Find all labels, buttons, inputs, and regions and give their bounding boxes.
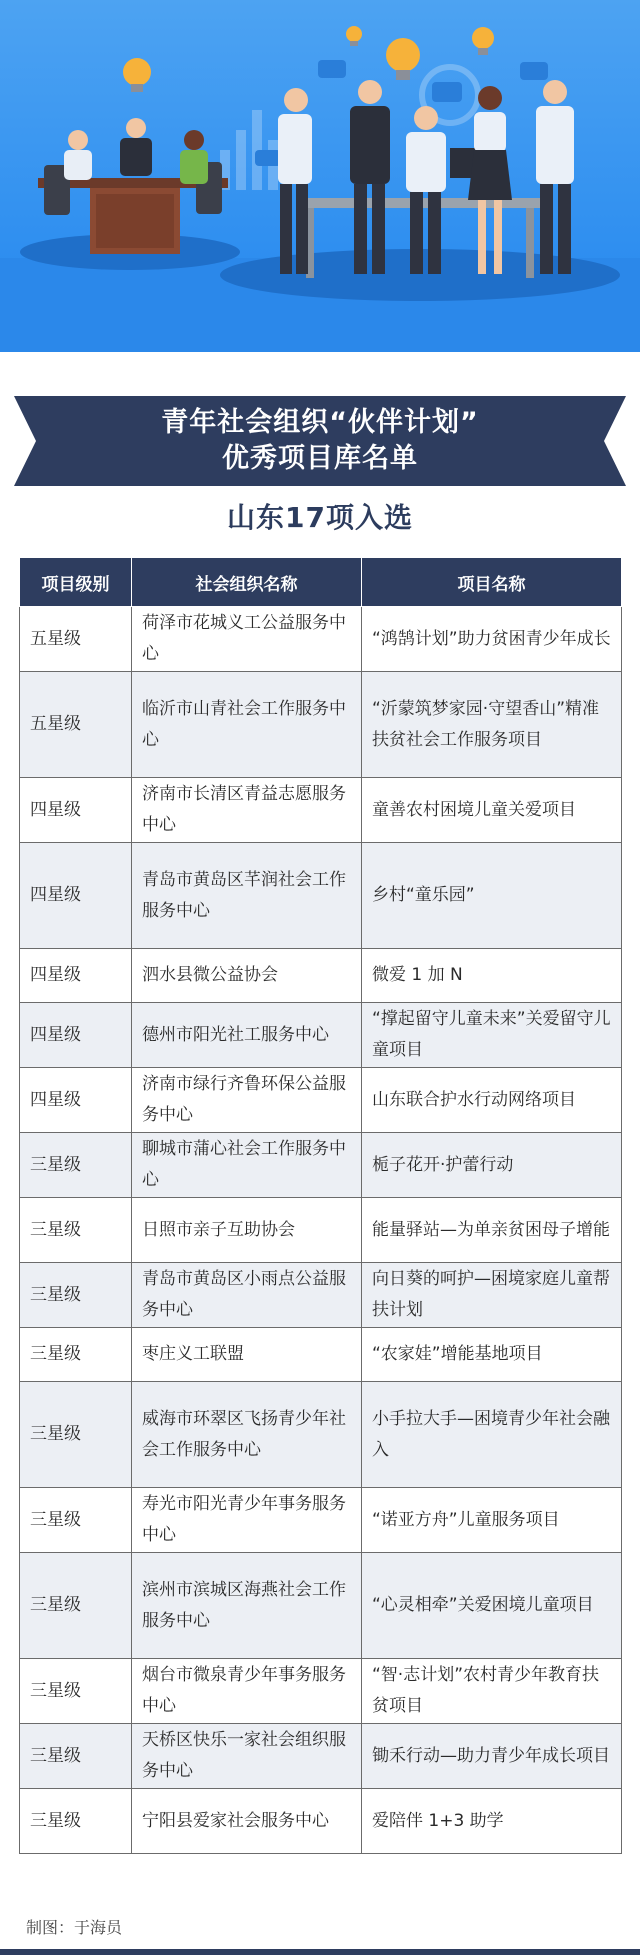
table-row (20, 843, 622, 949)
lightbulb-icon (386, 38, 420, 80)
project-cell: 山东联合护水行动网络项目 (362, 1068, 622, 1133)
org-cell: 青岛市黄岛区小雨点公益服务中心 (132, 1263, 362, 1328)
project-cell: “农家娃”增能基地项目 (362, 1328, 622, 1382)
project-cell: “撑起留守儿童未来”关爱留守儿童项目 (362, 1003, 622, 1068)
org-cell: 荷泽市花城义工公益服务中心 (132, 607, 362, 672)
bottom-bar (0, 1949, 640, 1955)
credit-text: 制图：于海员 (26, 1918, 123, 1937)
title-banner (14, 396, 626, 486)
project-cell: 锄禾行动—助力青少年成长项目 (362, 1724, 622, 1789)
project-cell: “心灵相牵”关爱困境儿童项目 (362, 1553, 622, 1659)
project-cell: 爱陪伴 1+3 助学 (362, 1789, 622, 1854)
level-cell: 三星级 (20, 1724, 132, 1789)
table-row (20, 1659, 622, 1724)
table-row (20, 1003, 622, 1068)
lightbulb-icon (123, 58, 151, 92)
project-cell: 能量驿站—为单亲贫困母子增能 (362, 1198, 622, 1263)
title-line-2: 优秀项目库名单 (222, 443, 418, 474)
org-cell: 威海市环翠区飞扬青少年社会工作服务中心 (132, 1382, 362, 1488)
table-row (20, 1068, 622, 1133)
project-cell: 乡村“童乐园” (362, 843, 622, 949)
hero-illustration (0, 0, 640, 352)
column-header-level: 项目级别 (20, 558, 132, 607)
project-cell: 向日葵的呵护—困境家庭儿童帮扶计划 (362, 1263, 622, 1328)
level-cell: 三星级 (20, 1133, 132, 1198)
org-cell: 宁阳县爱家社会服务中心 (132, 1789, 362, 1854)
org-cell: 日照市亲子互助协会 (132, 1198, 362, 1263)
level-cell: 三星级 (20, 1263, 132, 1328)
lightbulb-icon (346, 26, 362, 46)
org-cell: 临沂市山青社会工作服务中心 (132, 672, 362, 778)
subtitle: 山东17项入选 (227, 501, 413, 534)
level-cell: 四星级 (20, 1003, 132, 1068)
level-cell: 四星级 (20, 949, 132, 1003)
title-line-1: 青年社会组织“伙伴计划” (161, 407, 479, 438)
column-header-org: 社会组织名称 (132, 558, 362, 607)
level-cell: 三星级 (20, 1382, 132, 1488)
level-cell: 三星级 (20, 1328, 132, 1382)
lightbulb-icon (472, 27, 494, 55)
project-cell: “鸿鹄计划”助力贫困青少年成长 (362, 607, 622, 672)
table-row (20, 1133, 622, 1198)
business-meeting-illustration (0, 0, 640, 352)
table-body (20, 607, 622, 1854)
org-cell: 天桥区快乐一家社会组织服务中心 (132, 1724, 362, 1789)
org-cell: 青岛市黄岛区芊润社会工作服务中心 (132, 843, 362, 949)
table-row (20, 1488, 622, 1553)
org-cell: 枣庄义工联盟 (132, 1328, 362, 1382)
table-row (20, 1198, 622, 1263)
table-row (20, 607, 622, 672)
org-cell: 泗水县微公益协会 (132, 949, 362, 1003)
level-cell: 五星级 (20, 607, 132, 672)
project-cell: 栀子花开·护蕾行动 (362, 1133, 622, 1198)
level-cell: 三星级 (20, 1198, 132, 1263)
table-row (20, 1328, 622, 1382)
column-header-project: 项目名称 (362, 558, 622, 607)
level-cell: 三星级 (20, 1488, 132, 1553)
org-cell: 德州市阳光社工服务中心 (132, 1003, 362, 1068)
org-cell: 济南市长清区青益志愿服务中心 (132, 778, 362, 843)
level-cell: 四星级 (20, 843, 132, 949)
project-cell: 小手拉大手—困境青少年社会融入 (362, 1382, 622, 1488)
project-cell: 童善农村困境儿童关爱项目 (362, 778, 622, 843)
org-cell: 烟台市微泉青少年事务服务中心 (132, 1659, 362, 1724)
level-cell: 三星级 (20, 1789, 132, 1854)
level-cell: 三星级 (20, 1553, 132, 1659)
project-cell: “智·志计划”农村青少年教育扶贫项目 (362, 1659, 622, 1724)
table-row (20, 1382, 622, 1488)
table-row (20, 949, 622, 1003)
table-row (20, 778, 622, 843)
project-cell: 微爱 1 加 N (362, 949, 622, 1003)
org-cell: 寿光市阳光青少年事务服务中心 (132, 1488, 362, 1553)
project-table (19, 557, 622, 1854)
org-cell: 济南市绿行齐鲁环保公益服务中心 (132, 1068, 362, 1133)
page-title (14, 396, 626, 486)
table-row (20, 672, 622, 778)
org-cell: 聊城市蒲心社会工作服务中心 (132, 1133, 362, 1198)
table-row (20, 1263, 622, 1328)
project-cell: “沂蒙筑梦家园·守望香山”精准扶贫社会工作服务项目 (362, 672, 622, 778)
table-row (20, 1789, 622, 1854)
level-cell: 四星级 (20, 1068, 132, 1133)
project-cell: “诺亚方舟”儿童服务项目 (362, 1488, 622, 1553)
table-row (20, 1724, 622, 1789)
table-header-row (20, 558, 622, 607)
level-cell: 四星级 (20, 778, 132, 843)
level-cell: 三星级 (20, 1659, 132, 1724)
table-row (20, 1553, 622, 1659)
level-cell: 五星级 (20, 672, 132, 778)
org-cell: 滨州市滨城区海燕社会工作服务中心 (132, 1553, 362, 1659)
